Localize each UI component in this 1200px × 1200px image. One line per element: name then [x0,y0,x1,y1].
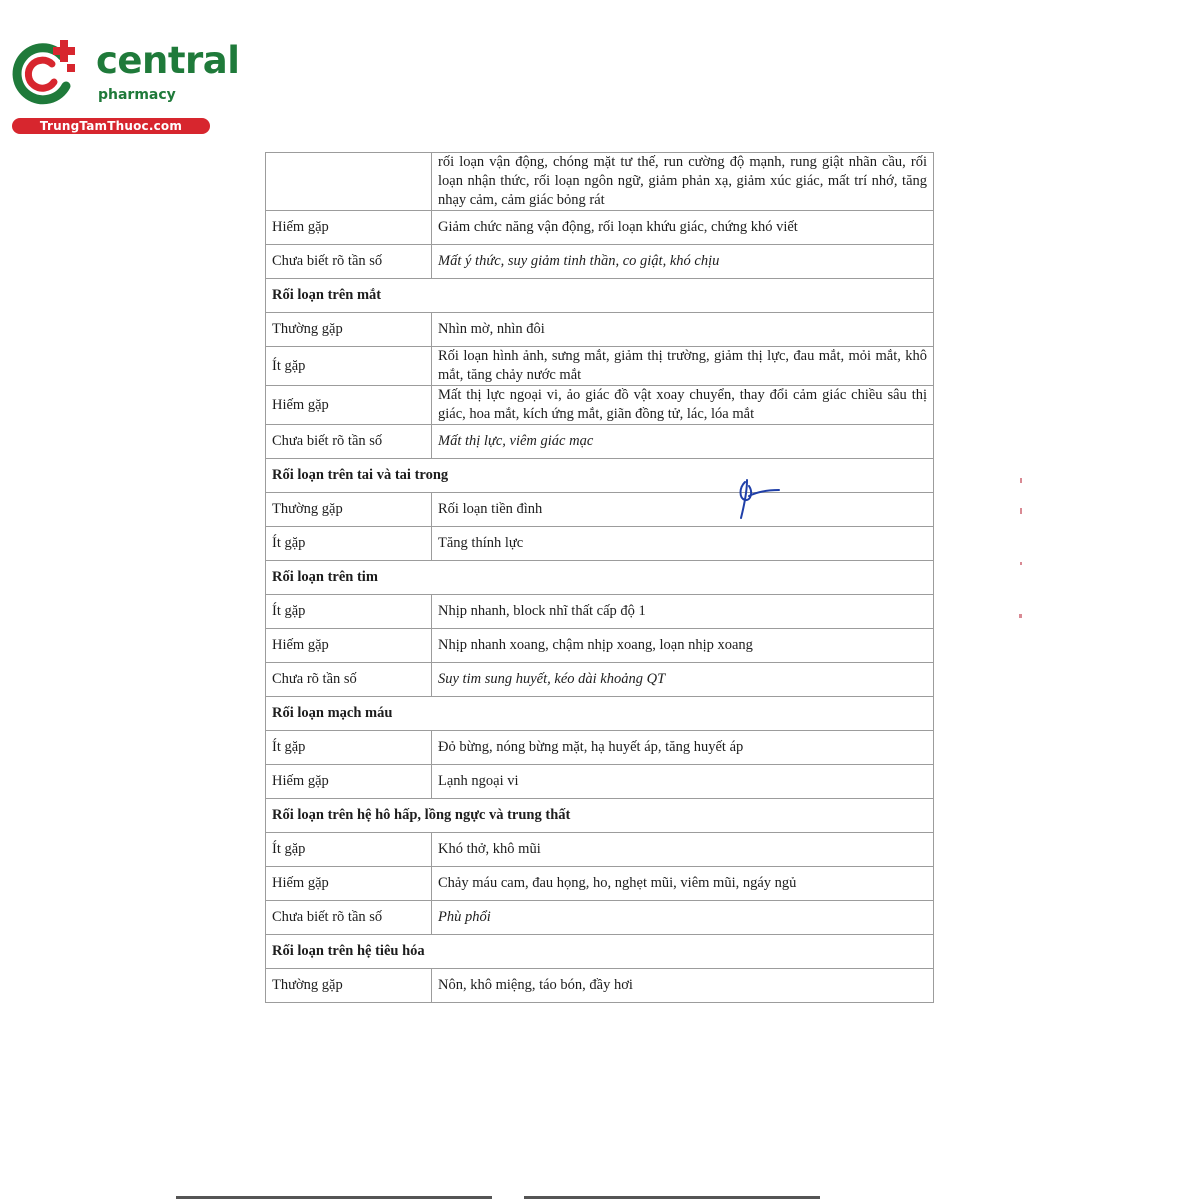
description-cell: Tăng thính lực [432,527,934,561]
frequency-cell: Thường gặp [266,969,432,1003]
description-cell: Mất thị lực, viêm giác mạc [432,425,934,459]
description-cell: Nhịp nhanh, block nhĩ thất cấp độ 1 [432,595,934,629]
description-cell: Giảm chức năng vận động, rối loạn khứu giác, chứng khó viết [432,211,934,245]
table-row [266,527,934,561]
table-row [266,245,934,279]
frequency-cell: Chưa rõ tần số [266,663,432,697]
bottom-rule-left [176,1196,492,1199]
side-effects-table-wrapper [265,152,933,1003]
description-cell: Rối loạn hình ảnh, sưng mắt, giảm thị trường, giảm thị lực, đau mắt, mỏi mắt, khô mắt, tăng chảy nước mắt [432,347,934,386]
description-cell: Rối loạn tiền đình [432,493,934,527]
description-cell: Nhịp nhanh xoang, chậm nhịp xoang, loạn nhịp xoang [432,629,934,663]
table-row [266,663,934,697]
section-heading: Rối loạn trên hệ hô hấp, lồng ngực và trung thất [266,799,934,833]
description-cell: rối loạn vận động, chóng mặt tư thế, run cường độ mạnh, rung giật nhãn cầu, rối loạn nhận thức, rối loạn ngôn ngữ, giảm phản xạ, giảm xúc giác, mất trí nhớ, tăng nhạy cảm, cảm giác bỏng rát [432,153,934,211]
frequency-cell: Thường gặp [266,313,432,347]
section-heading: Rối loạn trên hệ tiêu hóa [266,935,934,969]
description-cell: Mất ý thức, suy giảm tinh thần, co giật, khó chịu [432,245,934,279]
table-row [266,493,934,527]
frequency-cell: Thường gặp [266,493,432,527]
table-row [266,313,934,347]
frequency-cell: Ít gặp [266,527,432,561]
table-row [266,969,934,1003]
description-cell: Đỏ bừng, nóng bừng mặt, hạ huyết áp, tăng huyết áp [432,731,934,765]
section-heading: Rối loạn trên tim [266,561,934,595]
section-heading: Rối loạn trên mắt [266,279,934,313]
description-cell: Chảy máu cam, đau họng, ho, nghẹt mũi, viêm mũi, ngáy ngủ [432,867,934,901]
frequency-cell: Chưa biết rõ tần số [266,425,432,459]
section-heading: Rối loạn trên tai và tai trong [266,459,934,493]
table-row [266,211,934,245]
table-row [266,595,934,629]
description-cell: Nhìn mờ, nhìn đôi [432,313,934,347]
section-row [266,561,934,595]
table-row [266,765,934,799]
logo-name: central [96,39,240,82]
frequency-cell: Ít gặp [266,731,432,765]
frequency-cell: Hiếm gặp [266,211,432,245]
table-row [266,425,934,459]
frequency-cell: Hiếm gặp [266,629,432,663]
description-cell: Mất thị lực ngoại vi, ảo giác đồ vật xoay chuyển, thay đổi cảm giác chiều sâu thị giác, hoa mắt, kích ứng mắt, giãn đồng tử, lác, lóa mắt [432,386,934,425]
logo-url-badge: TrungTamThuoc.com [12,118,210,134]
scan-marks-icon [1016,470,1026,630]
section-heading: Rối loạn mạch máu [266,697,934,731]
section-row [266,279,934,313]
frequency-cell: Ít gặp [266,595,432,629]
table-row [266,153,934,211]
table-row [266,629,934,663]
frequency-cell: Chưa biết rõ tần số [266,901,432,935]
frequency-cell: Hiếm gặp [266,386,432,425]
logo-subtitle: pharmacy [98,87,176,103]
side-effects-table [265,152,934,1003]
description-cell: Khó thở, khô mũi [432,833,934,867]
brand-logo [10,36,240,136]
description-cell: Nôn, khô miệng, táo bón, đầy hơi [432,969,934,1003]
frequency-cell [266,153,432,211]
table-row [266,901,934,935]
section-row [266,799,934,833]
frequency-cell: Ít gặp [266,347,432,386]
bottom-rule-right [524,1196,820,1199]
frequency-cell: Ít gặp [266,833,432,867]
table-row [266,386,934,425]
section-row [266,697,934,731]
table-row [266,347,934,386]
section-row [266,935,934,969]
table-row [266,731,934,765]
frequency-cell: Hiếm gặp [266,765,432,799]
frequency-cell: Chưa biết rõ tần số [266,245,432,279]
table-row [266,867,934,901]
description-cell: Phù phổi [432,901,934,935]
frequency-cell: Hiếm gặp [266,867,432,901]
signature-icon [735,474,785,522]
central-pharmacy-logo-icon [10,38,80,108]
table-row [266,833,934,867]
description-cell: Lạnh ngoại vi [432,765,934,799]
section-row [266,459,934,493]
description-cell: Suy tim sung huyết, kéo dài khoảng QT [432,663,934,697]
